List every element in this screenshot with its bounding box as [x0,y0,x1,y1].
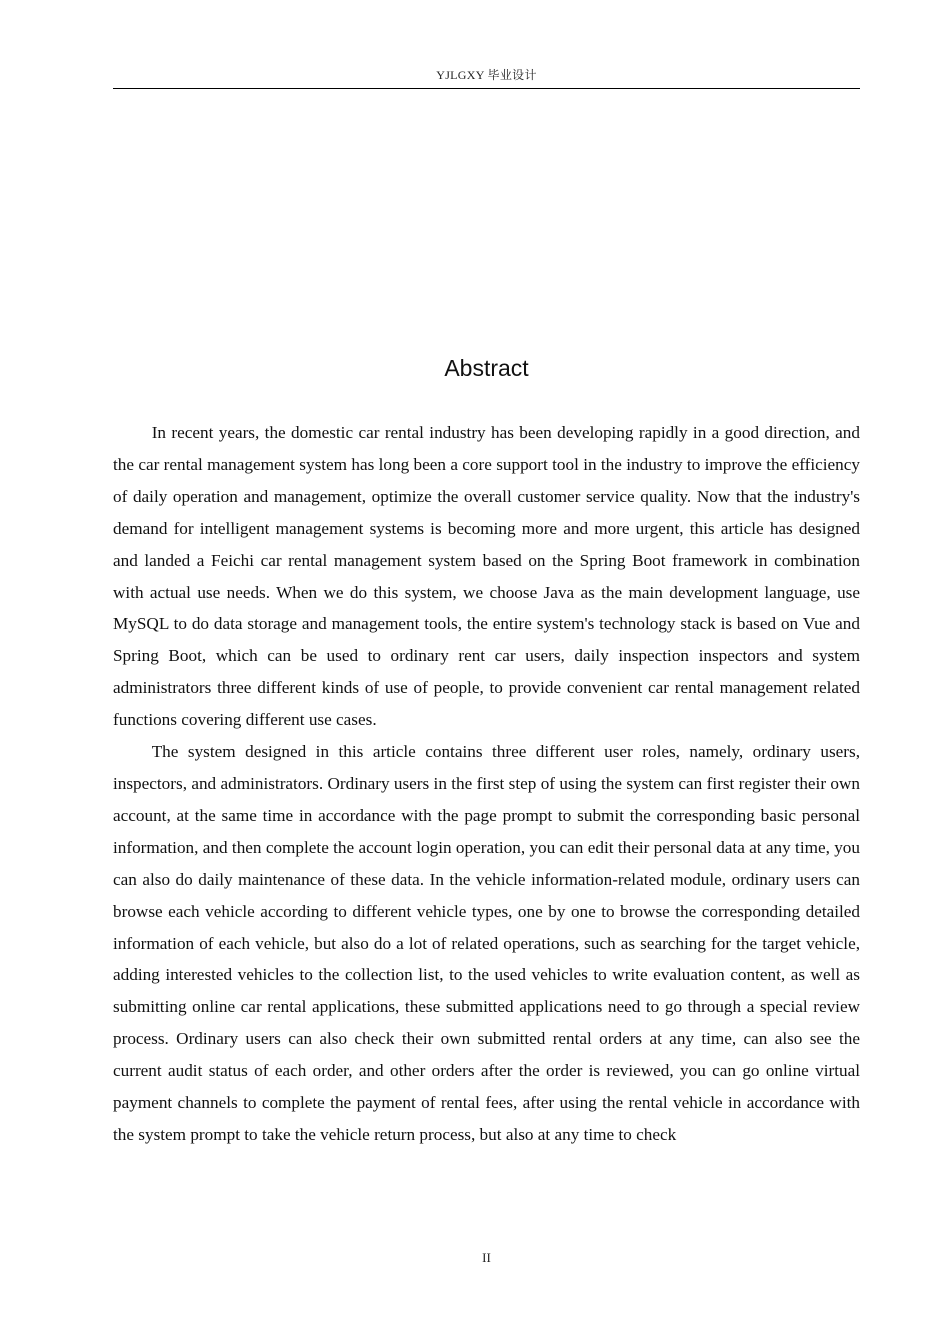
page-header: YJLGXY 毕业设计 [436,68,537,82]
abstract-title: Abstract [444,355,529,381]
abstract-paragraph-2: The system designed in this article contains three different user roles, namely, ordinary users, inspectors, and administrators. Ordinary users in the first step of using the system can first register their own account, at the same time in accordance with the page prompt to submit the corresponding basic personal information, and then complete the account login operation, you can edit their personal data at any time, you can also do daily maintenance of these data. In the vehicle information-related module, ordinary users can browse each vehicle according to different vehicle types, one by one to browse the corresponding detailed information of each vehicle, but also do a lot of related operations, such as searching for the target vehicle, adding interested vehicles to the collection list, to the used vehicles to write evaluation content, as well as submitting online car rental applications, these submitted applications need to go through a special review process. Ordinary users can also check their own submitted rental orders at any time, can also see the current audit status of each order, and other orders after the order is reviewed, you can go online virtual payment channels to complete the payment of rental fees, after using the rental vehicle in accordance with the system prompt to take the vehicle return process, but also at any time to check [113,742,860,1144]
page-number: II [482,1250,491,1265]
abstract-body [113,417,860,1151]
abstract-paragraph-1: In recent years, the domestic car rental industry has been developing rapidly in a good direction, and the car rental management system has long been a core support tool in the industry to improve the efficiency of daily operation and management, optimize the overall customer service quality. Now that the industry's demand for intelligent management systems is becoming more and more urgent, this article has designed and landed a Feichi car rental management system based on the Spring Boot framework in combination with actual use needs. When we do this system, we choose Java as the main development language, use MySQL to do data storage and management tools, the entire system's technology stack is based on Vue and Spring Boot, which can be used to ordinary rent car users, daily inspection inspectors and system administrators three different kinds of use of people, to provide convenient car rental management related functions covering different use cases. [113,423,860,730]
header-divider [113,88,860,89]
